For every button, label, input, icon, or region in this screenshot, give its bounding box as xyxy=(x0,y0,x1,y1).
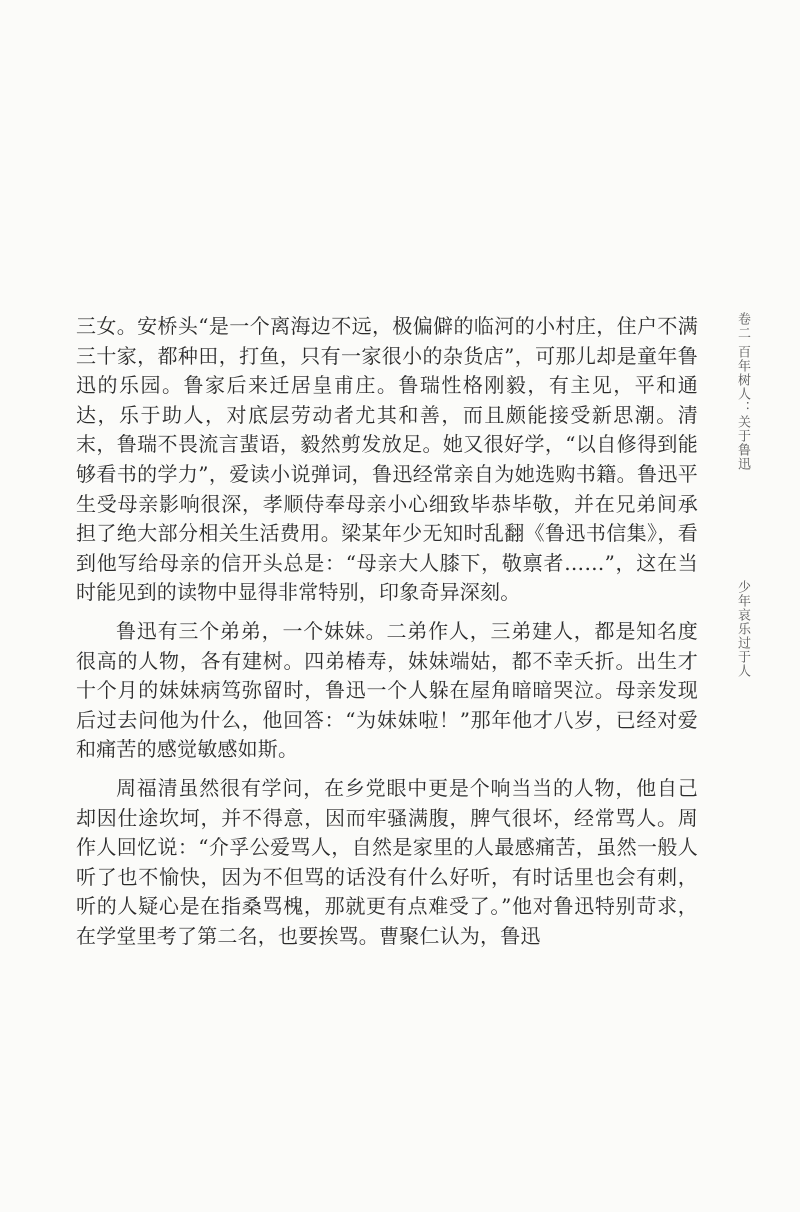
body-text xyxy=(76,312,698,951)
paragraph-1: 三女。安桥头“是一个离海边不远，极偏僻的临河的小村庄，住户不满三十家，都种田，打鱼，只有一家很小的杂货店”，可那儿却是童年鲁迅的乐园。鲁家后来迁居皇甫庄。鲁瑞性格刚毅，有主见，平和通达，乐于助人，对底层劳动者尤其和善，而且颇能接受新思潮。清末，鲁瑞不畏流言蜚语，毅然剪发放足。她又很好学，“以自修得到能够看书的学力”，爱读小说弹词，鲁迅经常亲自为她选购书籍。鲁迅平生受母亲影响很深，孝顺侍奉母亲小心细致毕恭毕敬，并在兄弟间承担了绝大部分相关生活费用。梁某年少无知时乱翻《鲁迅书信集》，看到他写给母亲的信开头总是：“母亲大人膝下，敬禀者……”，这在当时能见到的读物中显得非常特别，印象奇异深刻。 xyxy=(76,314,698,605)
paragraph-3: 周福清虽然很有学问，在乡党眼中更是个响当当的人物，他自己却因仕途坎坷，并不得意，因而牢骚满腹，脾气很坏，经常骂人。周作人回忆说：“介孚公爱骂人，自然是家里的人最感痛苦，虽然一般人听了也不愉快，因为不但骂的话没有什么好听，有时话里也会有刺，听的人疑心是在指桑骂槐，那就更有点难受了。”他对鲁迅特别苛求，在学堂里考了第二名，也要挨骂。曹聚仁认为，鲁迅 xyxy=(76,775,698,948)
running-head-book-title: 卷二 百年树人：关于鲁迅 xyxy=(735,312,750,472)
paragraph-2: 鲁迅有三个弟弟，一个妹妹。二弟作人，三弟建人，都是知名度很高的人物，各有建树。四弟椿寿，妹妹端姑，都不幸夭折。出生才十个月的妹妹病笃弥留时，鲁迅一个人躲在屋角暗暗哭泣。母亲发现后过去问他为什么，他回答：“为妹妹啦！”那年他才八岁，已经对爱和痛苦的感觉敏感如斯。 xyxy=(76,618,698,762)
running-head-chapter-title: 少年哀乐过于人 xyxy=(735,580,750,678)
